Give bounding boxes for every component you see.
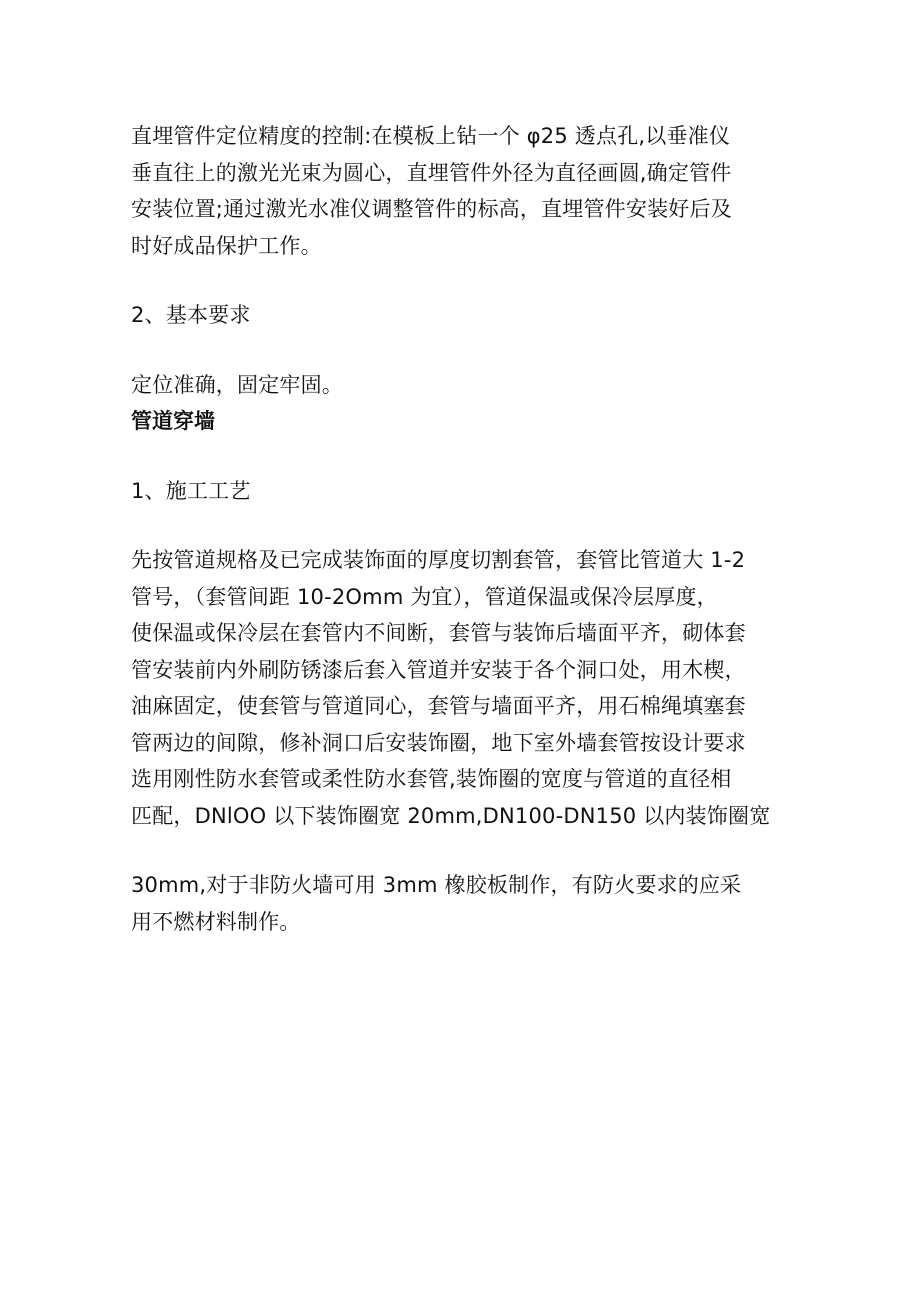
paragraph-decorative-ring-material: [131, 867, 803, 940]
heading-pipe-through-wall: 管道穿墙: [131, 409, 215, 433]
paragraph-pipe-positioning: [131, 118, 803, 264]
text-line: 油麻固定，使套管与管道同心，套管与墙面平齐，用石棉绳填塞套: [131, 694, 746, 718]
text-line: 使保温或保冷层在套管内不间断，套管与装饰后墙面平齐，砌体套: [131, 621, 746, 645]
section-title-construction-process: 1、施工工艺: [131, 478, 251, 503]
text-line: 选用刚性防水套管或柔性防水套管,装饰圈的宽度与管道的直径相: [131, 767, 732, 791]
text-line: 安装位置;通过激光水准仪调整管件的标高，直埋管件安装好后及: [131, 197, 732, 221]
paragraph-sleeve-installation: [131, 542, 803, 834]
text-line: 垂直往上的激光光束为圆心，直埋管件外径为直径画圆,确定管件: [131, 160, 732, 185]
text-line: 先按管道规格及已完成装饰面的厚度切割套管，套管比管道大 1-2: [131, 548, 746, 572]
text-line: 直埋管件定位精度的控制:在模板上钻一个 φ25 透点孔,以垂准仪: [131, 124, 731, 148]
document-body: [131, 118, 803, 940]
text-line: 匹配，DNlOO 以下装饰圈宽 20mm,DN100-DN150 以内装饰圈宽: [131, 803, 771, 828]
text-line: 时好成品保护工作。: [131, 233, 322, 258]
text-line: 管两边的间隙，修补洞口后安装饰圈，地下室外墙套管按设计要求: [131, 730, 746, 755]
text-line: 用不燃材料制作。: [131, 909, 301, 934]
section-title-basic-requirements: 2、基本要求: [131, 303, 251, 327]
text-line: 30mm,对于非防火墙可用 3mm 橡胶板制作，有防火要求的应采: [131, 873, 742, 897]
basic-requirements-text: 定位准确，固定牢固。: [131, 372, 343, 397]
text-line: 管号，（套管间距 10-2Omm 为宜），管道保温或保冷层厚度，: [131, 584, 718, 609]
text-line: 管安装前内外刷防锈漆后套入管道并安装于各个洞口处，用木楔，: [131, 657, 746, 682]
